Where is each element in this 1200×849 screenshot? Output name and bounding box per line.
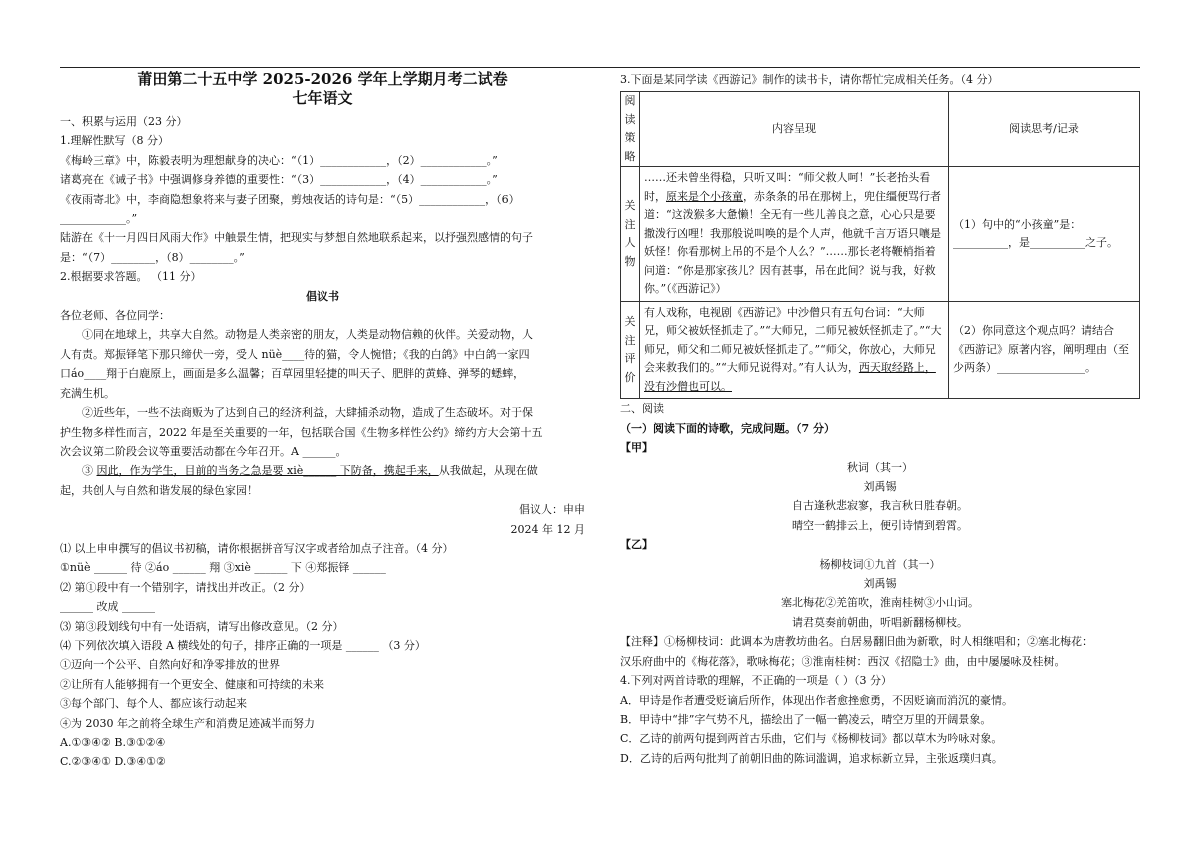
- answer-option: B．甲诗中“排”字气势不凡，描绘出了一幅一鹤凌云，晴空万里的开阔景象。: [620, 712, 992, 726]
- annotation-line: 汉乐府曲中的《梅花落》，歌咏梅花；③淮南桂树：西汉《招隐士》曲，由中屡屡咏及桂树。: [620, 654, 1066, 668]
- table-header-cell: 阅读策略: [621, 92, 640, 167]
- question-heading: 3.下面是某同学读《西游记》制作的读书卡，请你帮忙完成相关任务。（4 分）: [620, 73, 999, 86]
- question-heading: 4.下列对两首诗歌的理解，不正确的一项是（ ）（3 分）: [620, 674, 892, 688]
- answer-option: A．甲诗是作者遭受贬谪后所作，体现出作者愈挫愈勇，不因贬谪而消沉的豪情。: [620, 693, 1013, 707]
- choice-options: C.②③④① D.③④①②: [60, 755, 166, 769]
- q1-line: 诸葛亮在《诫子书》中强调修身养德的重要性：“（3）____________，（4）____________。”: [60, 173, 498, 187]
- paragraph-line: 充满生机。: [60, 386, 115, 400]
- sub-question-blanks: ①nüè ______ 待 ②áo ______ 翔 ③xiè ______ 下 ④郑振铎 ______: [60, 561, 386, 575]
- sub-question: ⑵ 第①段中有一个错别字，请找出并改正。（2 分）: [60, 580, 311, 594]
- table-row: [621, 167, 1140, 302]
- poem-line: 塞北梅花②羌笛吹，淮南桂树③小山词。: [781, 596, 979, 610]
- table-cell-note: （1）句中的“小孩童”是：__________，是__________之子。: [949, 167, 1140, 302]
- excerpt-text: ……还未曾坐得稳，只听又叫：“师父救人呵！”长老抬头看时，: [644, 171, 931, 203]
- sub-section-heading: （一）阅读下面的诗歌，完成问题。（7 分）: [620, 421, 835, 435]
- annotation-line: 【注释】①杨柳枝词：此调本为唐教坊曲名。白居易翻旧曲为新歌，时人相继唱和；②塞北梅花：: [620, 635, 1093, 649]
- question-heading: 1.理解性默写（8 分）: [60, 134, 169, 148]
- paragraph-number: ③: [82, 464, 97, 478]
- letter-greeting: 各位老师、各位同学：: [60, 309, 170, 323]
- excerpt-text: ，赤条条的吊在那树上，兜住缰便骂行者道：“这泼猴多大惫懒！全无有一些儿善良之意，心心只是要撒泼行凶哩！我那般说叫唤的是个人声，他就千言万语只嚷是妖怪！你看那树上吊的不是个人么？”……那长老将鞭梢指着问道：“你是那家孩儿？因有甚事，吊在此间？说与我，好救你。”（《西游记》）: [644, 189, 941, 296]
- q1-line: 《梅岭三章》中，陈毅表明为理想献身的决心：“（1）____________，（2）____________。”: [60, 153, 498, 167]
- sentence-option: ③每个部门、每个人、都应该行动起来: [60, 697, 247, 711]
- sentence-option: ②让所有人能够拥有一个更安全、健康和可持续的未来: [60, 677, 324, 691]
- poem-line: 请君莫奏前朝曲，听唱新翻杨柳枝。: [792, 615, 968, 629]
- paragraph-line: 口áo____翔于白鹿原上，画面是多么温馨；百草园里轻捷的叫天子、肥胖的黄蜂、弹琴的蟋蟀，: [60, 367, 525, 381]
- paragraph-line: 次会议第二阶段会议等重要活动都在今年召开。A ______。: [60, 444, 347, 458]
- answer-option: C．乙诗的前两句提到两首古乐曲，它们与《杨柳枝词》都以草木为吟咏对象。: [620, 732, 1003, 746]
- top-rule: [60, 67, 1140, 68]
- poem-line: 晴空一鹤排云上，便引诗情到碧霄。: [792, 518, 968, 532]
- paragraph-text: 从我做起，从现在做: [438, 464, 538, 478]
- q1-line: 陆游在《十一月四日风雨大作》中触景生情，把现实与梦想自然地联系起来，以抒强烈感情的句子: [60, 231, 533, 245]
- table-cell-strategy: 关注评价: [621, 301, 640, 399]
- sub-question-blanks: ______ 改成 ______: [60, 600, 155, 614]
- letter-date: 2024 年 12 月: [510, 522, 585, 536]
- underlined-phrase: 西天取经路上，没有沙僧也可以。: [644, 361, 936, 393]
- poem-author: 刘禹锡: [863, 577, 897, 591]
- choice-options: A.①③④② B.③①②④: [60, 736, 166, 749]
- table-cell-content: [640, 167, 949, 302]
- sub-question: ⑶ 第③段划线句中有一处语病，请写出修改意见。（2 分）: [60, 619, 344, 633]
- underlined-sentence: 因此，作为学生，目前的当务之急是要 xiè______ 下防备，携起手来，: [96, 464, 439, 478]
- section-heading: 二、阅读: [620, 402, 664, 416]
- sentence-option: ①迈向一个公平、自然向好和净零排放的世界: [60, 658, 280, 672]
- table-cell-content: [640, 301, 949, 399]
- left-column: [60, 70, 585, 772]
- reading-card-table: [620, 91, 1140, 399]
- table-header-row: [621, 92, 1140, 167]
- letter-signature: 倡议人：申申: [519, 503, 585, 517]
- paragraph-line: ①同在地球上，共享大自然。动物是人类亲密的朋友，人类是动物信赖的伙伴。关爱动物，人: [82, 328, 533, 342]
- poem-title: 杨柳枝词①九首（其一）: [819, 557, 941, 571]
- right-column: [620, 70, 1140, 768]
- table-row: [621, 301, 1140, 399]
- excerpt-text: 有人戏称，电视剧《西游记》中沙僧只有五句台词：“大师兄，师父被妖怪抓走了。”“大师兄，二师兄被妖怪抓走了。”“大师兄，师父和二师兄被妖怪抓走了。”“师父，你放心，大师兄会来救我们的。”“大师兄说得对。”有人认为，: [644, 305, 942, 375]
- q1-line: 是：“（7）________，（8）________。”: [60, 250, 245, 264]
- letter-title: 倡议书: [306, 289, 339, 303]
- underlined-phrase: 原来是个小孩童: [666, 189, 743, 203]
- exam-subtitle: 七年语文: [292, 89, 353, 107]
- poem-label: 【甲】: [620, 441, 653, 455]
- section-heading: 一、积累与运用（23 分）: [60, 115, 188, 128]
- paragraph-line: 起，共创人与自然和谐发展的绿色家园！: [60, 483, 258, 497]
- table-cell-note: （2）你同意这个观点吗？请结合《西游记》原著内容，阐明理由（至少两条）________________。: [949, 301, 1140, 399]
- poem-line: 自古逢秋悲寂寥，我言秋日胜春朝。: [792, 499, 968, 513]
- table-header-cell: 内容呈现: [640, 92, 949, 167]
- q1-line: ____________。”: [60, 212, 138, 226]
- sub-question: ⑷ 下列依次填入语段 A 横线处的句子，排序正确的一项是 ______ （3 分）: [60, 638, 426, 652]
- answer-option: D．乙诗的后两句批判了前朝旧曲的陈词滥调，追求标新立异，主张返璞归真。: [620, 751, 1003, 765]
- q1-line: 《夜雨寄北》中，李商隐想象将来与妻子团聚，剪烛夜话的诗句是：“（5）____________，（6）: [60, 192, 520, 206]
- question-heading: 2.根据要求答题。 （11 分）: [60, 270, 202, 284]
- poem-author: 刘禹锡: [863, 480, 897, 494]
- poem-label: 【乙】: [620, 538, 653, 552]
- table-cell-strategy: 关注人物: [621, 167, 640, 302]
- paragraph-line: 人有责。郑振铎笔下那只缔伏一旁，受人 nüè____待的猫，令人惋惜；《我的白鸽》中白鸽一家四: [60, 347, 530, 361]
- sub-question: ⑴ 以上申申撰写的倡议书初稿，请你根据拼音写汉字或者给加点子注音。（4 分）: [60, 541, 454, 555]
- exam-title: 莆田第二十五中学 2025-2026 学年上学期月考二试卷: [137, 70, 508, 88]
- paragraph-line: 护生物多样性而言，2022 年是至关重要的一年，包括联合国《生物多样性公约》缔约方大会第十五: [60, 425, 543, 439]
- poem-title: 秋词（其一）: [847, 460, 913, 474]
- paragraph-line: [60, 461, 585, 480]
- table-header-cell: 阅读思考/记录: [949, 92, 1140, 167]
- sentence-option: ④为 2030 年之前将全球生产和消费足迹减半而努力: [60, 716, 315, 730]
- paragraph-line: ②近些年，一些不法商贩为了达到自己的经济利益，大肆捕杀动物，造成了生态破坏。对于保: [82, 406, 533, 420]
